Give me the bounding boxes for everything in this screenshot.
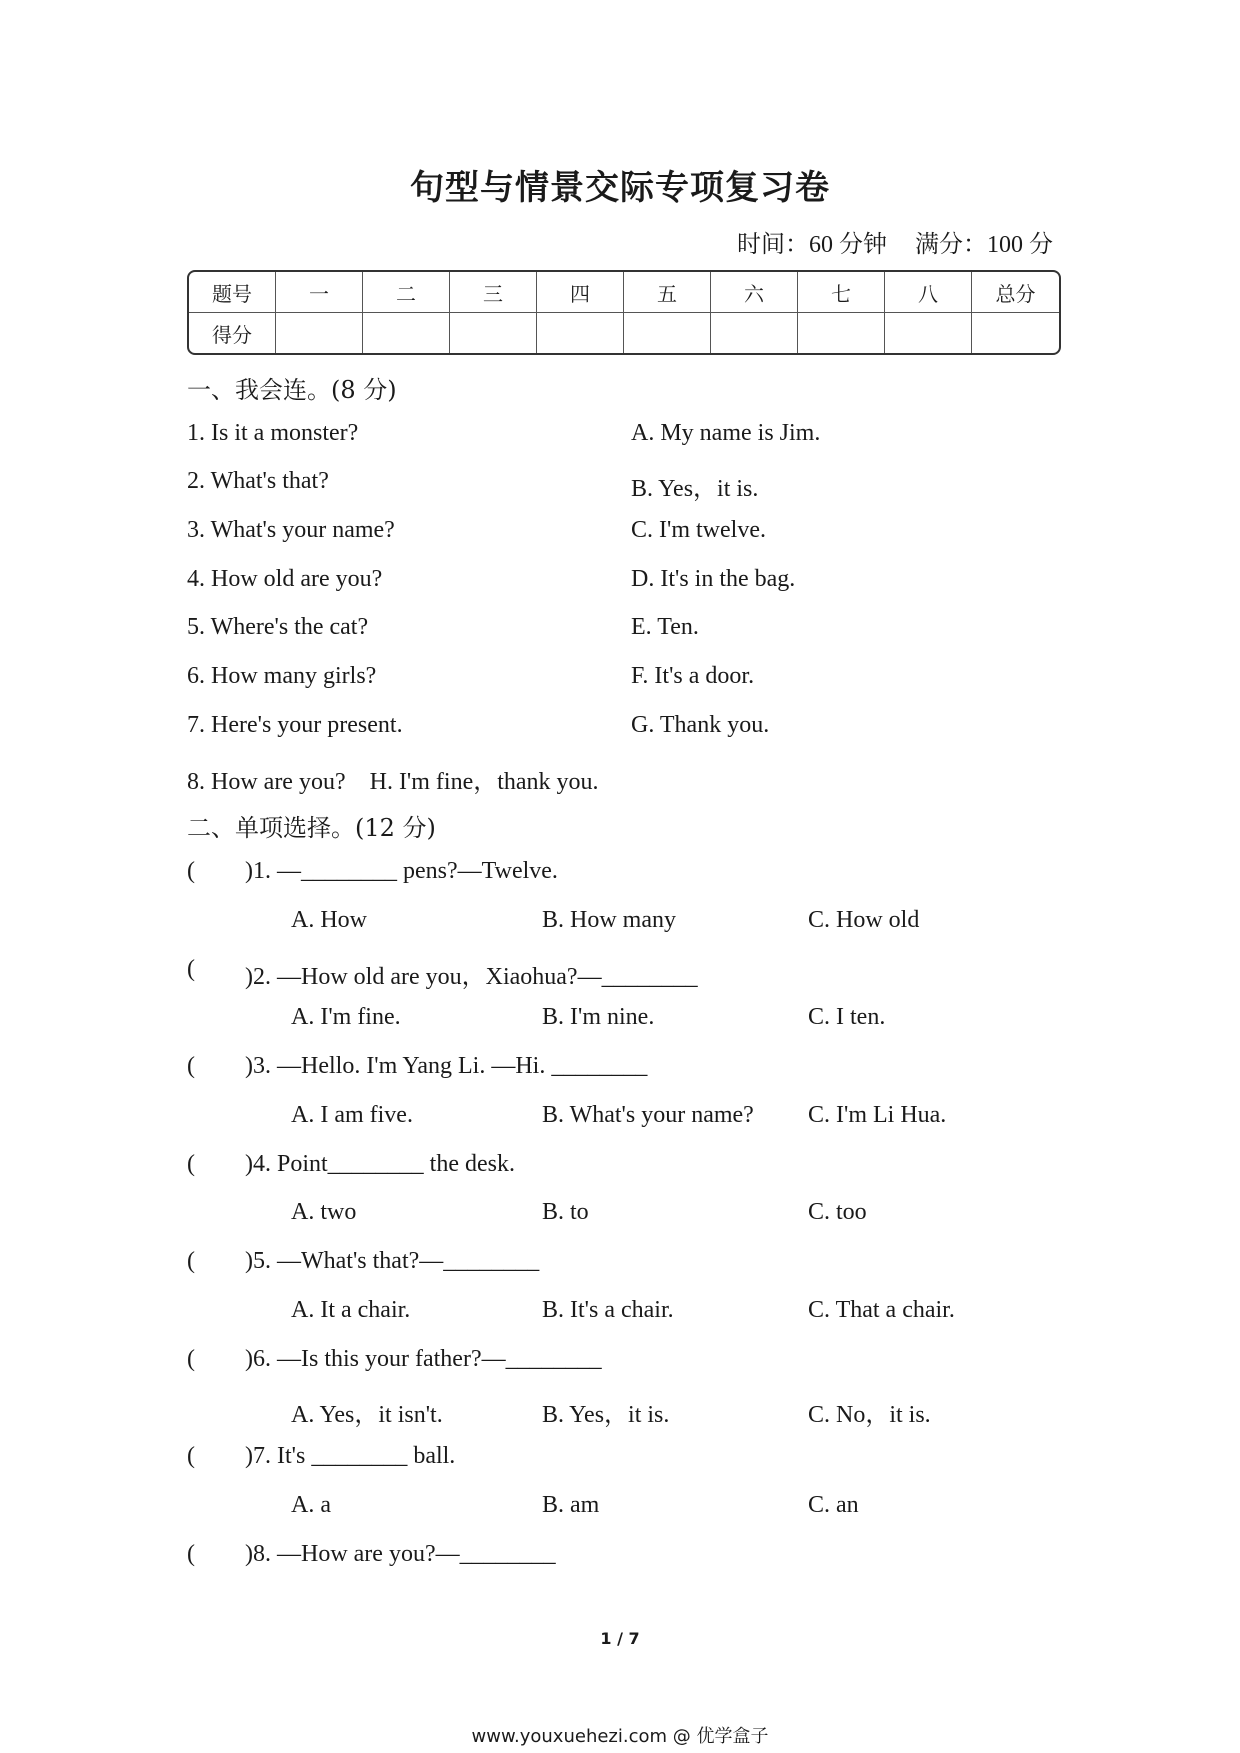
match-row — [187, 468, 1087, 500]
answer-paren[interactable]: ( — [187, 1053, 195, 1079]
match-answer: G. Thank you. — [631, 712, 770, 738]
score-header-cell: 七 — [798, 272, 885, 313]
question-stem: )3. —Hello. I'm Yang Li. —Hi. ________ — [245, 1053, 648, 1079]
question-stem: )2. —How old are you，Xiaohua?—________ — [245, 964, 698, 990]
option-row — [0, 1297, 1240, 1329]
time-score-line — [737, 224, 1053, 259]
match-answer: F. It's a door. — [631, 663, 755, 689]
match-answer: C. I'm twelve. — [631, 517, 766, 543]
score-header-cell: 六 — [711, 272, 798, 313]
match-row — [187, 663, 1087, 695]
option-row — [0, 1102, 1240, 1134]
score-cell[interactable] — [972, 313, 1059, 353]
match-row — [187, 566, 1087, 598]
answer-paren[interactable]: ( — [187, 858, 195, 884]
option-c: C. I'm Li Hua. — [808, 1102, 947, 1128]
score-cell[interactable] — [885, 313, 972, 353]
score-header-cell: 五 — [624, 272, 711, 313]
question-stem: )4. Point________ the desk. — [245, 1151, 515, 1177]
match-question: 7. Here's your present. — [187, 712, 403, 738]
option-row — [0, 1004, 1240, 1036]
match-question: 5. Where's the cat? — [187, 614, 369, 640]
question-stem: )8. —How are you?—________ — [245, 1541, 556, 1567]
time-limit: 时间：60 分钟 — [737, 232, 887, 258]
score-header-cell: 二 — [363, 272, 450, 313]
answer-paren[interactable]: ( — [187, 1346, 195, 1372]
option-c: C. That a chair. — [808, 1297, 955, 1323]
page-number: 1 / 7 — [600, 1629, 640, 1648]
option-c: C. No，it is. — [808, 1402, 931, 1428]
match-question: 8. How are you? H. I'm fine，thank you. — [187, 769, 599, 795]
option-row — [0, 1199, 1240, 1231]
score-cell[interactable] — [276, 313, 363, 353]
score-header-cell: 三 — [450, 272, 537, 313]
match-question: 4. How old are you? — [187, 566, 383, 592]
footer-watermark: www.youxuehezi.com @ 优学盒子 — [471, 1726, 769, 1747]
match-question: 2. What's that? — [187, 468, 329, 494]
match-answer: E. Ten. — [631, 614, 699, 640]
option-a: A. a — [291, 1492, 331, 1518]
answer-paren[interactable]: ( — [187, 1443, 195, 1469]
score-table-header-row — [189, 272, 1059, 313]
match-answer: A. My name is Jim. — [631, 420, 821, 446]
answer-paren[interactable]: ( — [187, 1151, 195, 1177]
score-cell[interactable] — [798, 313, 885, 353]
option-a: A. two — [291, 1199, 357, 1225]
option-c: C. How old — [808, 907, 920, 933]
question-stem: )5. —What's that?—________ — [245, 1248, 540, 1274]
option-a: A. It a chair. — [291, 1297, 411, 1323]
match-question: 3. What's your name? — [187, 517, 395, 543]
option-b: B. to — [542, 1199, 589, 1225]
option-c: C. too — [808, 1199, 867, 1225]
match-row — [187, 420, 1087, 452]
option-c: C. I ten. — [808, 1004, 886, 1030]
match-row — [187, 517, 1087, 549]
score-row-label: 得分 — [189, 313, 276, 353]
score-cell[interactable] — [537, 313, 624, 353]
match-answer: B. Yes，it is. — [631, 476, 759, 502]
score-cell[interactable] — [450, 313, 537, 353]
score-cell[interactable] — [711, 313, 798, 353]
option-a: A. I am five. — [291, 1102, 413, 1128]
option-c: C. an — [808, 1492, 859, 1518]
question-stem: )6. —Is this your father?—________ — [245, 1346, 602, 1372]
answer-paren[interactable]: ( — [187, 1248, 195, 1274]
option-b: B. am — [542, 1492, 600, 1518]
match-row — [187, 712, 1087, 744]
match-answer: D. It's in the bag. — [631, 566, 796, 592]
match-row — [187, 614, 1087, 646]
score-table-score-row — [189, 313, 1059, 353]
option-a: A. I'm fine. — [291, 1004, 401, 1030]
question-stem: )1. —________ pens?—Twelve. — [245, 858, 558, 884]
score-cell[interactable] — [363, 313, 450, 353]
match-question: 6. How many girls? — [187, 663, 377, 689]
option-b: B. Yes，it is. — [542, 1402, 670, 1428]
score-header-cell: 总分 — [972, 272, 1059, 313]
score-table — [187, 270, 1061, 355]
option-a: A. How — [291, 907, 367, 933]
match-row — [187, 761, 1087, 793]
answer-paren[interactable]: ( — [187, 1541, 195, 1567]
page-title: 句型与情景交际专项复习卷 — [410, 168, 830, 208]
score-header-cell: 八 — [885, 272, 972, 313]
option-a: A. Yes，it isn't. — [291, 1402, 443, 1428]
option-b: B. I'm nine. — [542, 1004, 655, 1030]
score-header-cell: 一 — [276, 272, 363, 313]
score-header-cell: 四 — [537, 272, 624, 313]
match-question: 1. Is it a monster? — [187, 420, 359, 446]
answer-paren[interactable]: ( — [187, 956, 195, 982]
option-b: B. It's a chair. — [542, 1297, 674, 1323]
score-cell[interactable] — [624, 313, 711, 353]
option-b: B. What's your name? — [542, 1102, 754, 1128]
section-1-heading: 一、我会连。(8 分) — [187, 376, 397, 404]
option-b: B. How many — [542, 907, 676, 933]
option-row — [0, 1492, 1240, 1524]
option-row — [0, 1394, 1240, 1426]
full-score: 满分：100 分 — [915, 232, 1053, 258]
question-stem: )7. It's ________ ball. — [245, 1443, 456, 1469]
score-header-cell: 题号 — [189, 272, 276, 313]
option-row — [0, 907, 1240, 939]
section-2-heading: 二、单项选择。(12 分) — [187, 814, 436, 842]
